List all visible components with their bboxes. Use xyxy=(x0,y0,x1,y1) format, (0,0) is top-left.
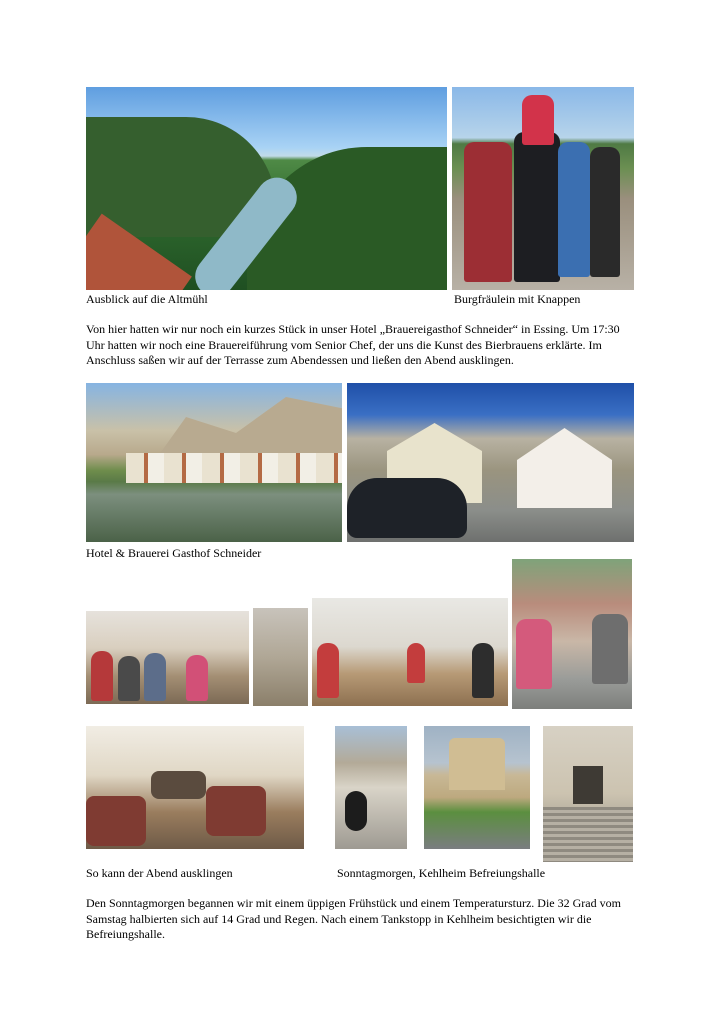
photo-motorbike-rain xyxy=(335,726,407,849)
photo-lounge xyxy=(86,726,304,849)
photo-altmuehl-valley xyxy=(86,87,447,290)
caption-sonntag: Sonntagmorgen, Kehlheim Befreiungshalle xyxy=(337,866,546,880)
photo-group-castle xyxy=(452,87,634,290)
photo-brewery-stairs xyxy=(253,608,308,706)
photo-hotel-lake xyxy=(86,383,342,542)
photo-brewery-group xyxy=(86,611,249,704)
photo-dining-room xyxy=(312,598,508,706)
paragraph-hotel: Von hier hatten wir nur noch ein kurzes Stück in unser Hotel „Brauereigasthof Schneider“ in Essing. Um 17:30 Uhr hatten wir noch eine Brauereiführung vom Senior Chef, der uns die Kunst des Bierbrauens erklärte. Im Anschluss saßen wir auf der Terrasse zum Abendessen und ließen den Abend ausklingen. xyxy=(86,322,620,367)
photo-terrace-dinner xyxy=(512,559,632,709)
caption-hotel: Hotel & Brauerei Gasthof Schneider xyxy=(86,546,262,560)
caption-abend: So kann der Abend ausklingen xyxy=(86,866,233,880)
caption-altmuehl: Ausblick auf die Altmühl xyxy=(86,292,208,306)
photo-befreiungshalle xyxy=(424,726,530,849)
photo-befreiungshalle-entrance xyxy=(543,726,633,862)
photo-motorbike-village xyxy=(347,383,634,542)
paragraph-sonntag: Den Sonntagmorgen begannen wir mit einem üppigen Frühstück und einem Temperatursturz. Die 32 Grad vom Samstag halbierten sich auf 14 Grad und Regen. Nach einem Tankstopp in Kehlheim besichtigten wir die Befreiungshalle. xyxy=(86,896,621,941)
caption-burg: Burgfräulein mit Knappen xyxy=(454,292,581,306)
